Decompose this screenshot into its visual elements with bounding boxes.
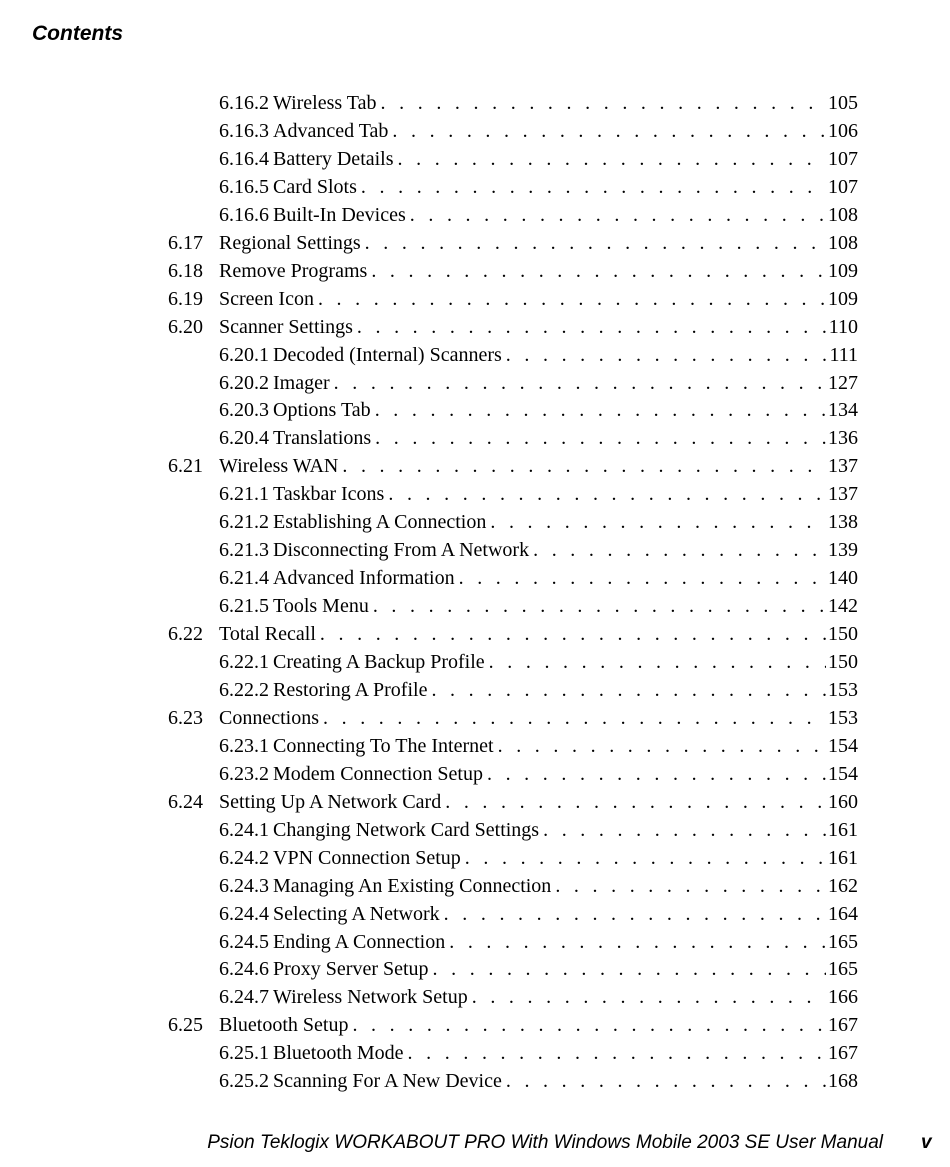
- toc-entry-page: 142: [828, 595, 858, 618]
- toc-dot-leader: [398, 145, 826, 173]
- toc-entry-page: 165: [828, 930, 858, 953]
- toc-entry-number: 6.21.3: [219, 539, 269, 562]
- toc-dot-leader: [555, 872, 826, 900]
- toc-entry-page: 164: [828, 902, 858, 925]
- toc-entry[interactable]: [219, 117, 858, 145]
- toc-entry-number: 6.16.4: [219, 147, 269, 170]
- toc-entry-number: 6.21.1: [219, 483, 269, 506]
- toc-entry-title: Imager: [273, 371, 330, 394]
- toc-entry-title: Modem Connection Setup: [273, 762, 483, 785]
- toc-entry-title: Scanner Settings: [219, 315, 353, 338]
- toc-entry-number: 6.17: [168, 231, 203, 254]
- toc-entry-number: 6.25.1: [219, 1042, 269, 1065]
- toc-entry-page: 139: [828, 539, 858, 562]
- toc-entry-number: 6.20: [168, 315, 203, 338]
- toc-entry[interactable]: [219, 536, 858, 564]
- toc-dot-leader: [433, 955, 826, 983]
- toc-entry-page: 165: [828, 958, 858, 981]
- toc-dot-leader: [318, 285, 826, 313]
- toc-entry-number: 6.16.5: [219, 175, 269, 198]
- toc-entry-page: 161: [828, 818, 858, 841]
- toc-entry-number: 6.19: [168, 287, 203, 310]
- toc-entry-number: 6.20.3: [219, 399, 269, 422]
- toc-entry[interactable]: [219, 480, 858, 508]
- toc-entry-title: Tools Menu: [273, 595, 369, 618]
- toc-entry-page: 107: [828, 147, 858, 170]
- toc-dot-leader: [320, 620, 826, 648]
- toc-dot-leader: [365, 229, 826, 257]
- toc-entry-number: 6.23.1: [219, 734, 269, 757]
- toc-entry-page: 110: [828, 315, 858, 338]
- toc-entry[interactable]: [219, 955, 858, 983]
- toc-entry-title: Managing An Existing Connection: [273, 874, 552, 897]
- toc-dot-leader: [388, 480, 826, 508]
- toc-entry[interactable]: [168, 257, 858, 285]
- toc-dot-leader: [361, 173, 826, 201]
- toc-dot-leader: [357, 313, 827, 341]
- toc-entry-number: 6.18: [168, 259, 203, 282]
- toc-entry-number: 6.21.2: [219, 511, 269, 534]
- toc-entry[interactable]: [168, 1011, 858, 1039]
- toc-entry[interactable]: [219, 173, 858, 201]
- toc-entry-title: Bluetooth Setup: [219, 1014, 349, 1037]
- toc-entry-title: Selecting A Network: [273, 902, 440, 925]
- toc-entry-page: 161: [828, 846, 858, 869]
- toc-dot-leader: [352, 1011, 826, 1039]
- toc-entry-title: Wireless Network Setup: [273, 986, 468, 1009]
- toc-entry-title: Connecting To The Internet: [273, 734, 494, 757]
- toc-entry-page: 108: [828, 231, 858, 254]
- toc-entry-number: 6.22.1: [219, 651, 269, 673]
- toc-entry-number: 6.23: [168, 706, 203, 729]
- toc-dot-leader: [334, 369, 826, 397]
- toc-entry-number: 6.24.5: [219, 930, 269, 953]
- toc-entry-title: Battery Details: [273, 147, 394, 170]
- footer-title: Psion Teklogix WORKABOUT PRO With Windows Mobile 2003 SE User Manual: [207, 1132, 883, 1153]
- toc-entry-number: 6.25.2: [219, 1070, 269, 1093]
- toc-entry-number: 6.20.1: [219, 343, 269, 366]
- toc-entry-number: 6.21.5: [219, 595, 269, 618]
- toc-dot-leader: [381, 89, 826, 117]
- toc-dot-leader: [371, 257, 826, 285]
- toc-entry[interactable]: [219, 732, 858, 760]
- toc-entry-number: 6.24.6: [219, 958, 269, 981]
- toc-dot-leader: [449, 928, 826, 956]
- toc-entry[interactable]: [219, 816, 858, 844]
- toc-entry-title: Options Tab: [273, 399, 371, 422]
- toc-entry-title: Advanced Tab: [273, 119, 389, 142]
- toc-entry[interactable]: [219, 369, 858, 397]
- toc-entry-title: Ending A Connection: [273, 930, 446, 953]
- toc-entry[interactable]: [219, 89, 858, 117]
- toc-entry-title: Advanced Information: [273, 567, 455, 590]
- toc-entry-title: Disconnecting From A Network: [273, 539, 530, 562]
- toc-entry-number: 6.16.6: [219, 203, 269, 226]
- toc-entry-page: 111: [829, 343, 858, 366]
- toc-dot-leader: [490, 508, 826, 536]
- toc-entry-page: 160: [828, 790, 858, 813]
- toc-entry-number: 6.24.2: [219, 846, 269, 869]
- toc-dot-leader: [459, 564, 826, 592]
- toc-entry-number: 6.23.2: [219, 762, 269, 785]
- toc-dot-leader: [373, 592, 826, 620]
- toc-dot-leader: [487, 760, 826, 788]
- toc-entry-title: Scanning For A New Device: [273, 1070, 502, 1093]
- toc-entry-title: Total Recall: [219, 623, 316, 646]
- toc-entry-page: 138: [828, 511, 858, 534]
- toc-entry-title: Restoring A Profile: [273, 678, 428, 701]
- toc-entry-page: 136: [828, 427, 858, 450]
- toc-entry-page: 154: [828, 762, 858, 785]
- toc-entry-page: 108: [828, 203, 858, 226]
- toc-dot-leader: [472, 983, 826, 1011]
- toc-entry-page: 140: [828, 567, 858, 590]
- toc-entry-page: 154: [828, 734, 858, 757]
- toc-entry[interactable]: [168, 285, 858, 313]
- toc-entry[interactable]: [168, 704, 858, 732]
- toc-entry-title: Regional Settings: [219, 231, 361, 254]
- toc-entry-title: Decoded (Internal) Scanners: [273, 343, 502, 366]
- toc-entry[interactable]: [219, 872, 858, 900]
- toc-dot-leader: [498, 732, 826, 760]
- toc-entry[interactable]: [219, 900, 858, 928]
- toc-entry-page: 127: [828, 371, 858, 394]
- toc-dot-leader: [465, 844, 826, 872]
- toc-entry-page: 162: [828, 874, 858, 897]
- toc-entry-page: 168: [828, 1070, 858, 1093]
- toc-entry-number: 6.24.3: [219, 874, 269, 897]
- toc-entry[interactable]: [219, 676, 858, 704]
- toc-entry-page: 166: [828, 986, 858, 1009]
- toc-dot-leader: [410, 201, 826, 229]
- toc-entry-title: Changing Network Card Settings: [273, 818, 540, 841]
- toc-entry-number: 6.16.3: [219, 119, 269, 142]
- toc-entry-page: 150: [828, 651, 858, 673]
- toc-entry-page: 137: [828, 483, 858, 506]
- toc-entry-number: 6.22.2: [219, 678, 269, 701]
- toc-entry-number: 6.20.4: [219, 427, 269, 450]
- toc-entry-title: Screen Icon: [219, 287, 314, 310]
- toc-entry-title: Translations: [273, 427, 372, 450]
- toc-entry-title: Wireless Tab: [273, 92, 377, 114]
- toc-entry-page: 106: [828, 119, 858, 142]
- toc-dot-leader: [342, 452, 826, 480]
- toc-dot-leader: [375, 396, 826, 424]
- toc-dot-leader: [543, 816, 826, 844]
- toc-entry-page: 137: [828, 455, 858, 478]
- toc-dot-leader: [489, 648, 826, 676]
- toc-entry-title: VPN Connection Setup: [273, 846, 461, 869]
- toc-entry-page: 153: [828, 706, 858, 729]
- footer-page-number: v: [921, 1132, 932, 1153]
- toc-entry[interactable]: [219, 983, 858, 1011]
- toc-entry-page: 167: [828, 1014, 858, 1037]
- toc-entry-title: Taskbar Icons: [273, 483, 385, 506]
- toc-entry-number: 6.16.2: [219, 92, 269, 114]
- toc-entry-number: 6.21: [168, 455, 203, 478]
- toc-entry-number: 6.24.4: [219, 902, 269, 925]
- toc-dot-leader: [431, 676, 826, 704]
- toc-entry[interactable]: [168, 229, 858, 257]
- toc-dot-leader: [375, 424, 826, 452]
- toc-entry-number: 6.22: [168, 623, 203, 646]
- toc-dot-leader: [506, 341, 828, 369]
- toc-entry[interactable]: [219, 564, 858, 592]
- toc-entry[interactable]: [219, 592, 858, 620]
- toc-entry[interactable]: [219, 844, 858, 872]
- toc-entry-number: 6.24: [168, 790, 203, 813]
- toc-entry[interactable]: [219, 1039, 858, 1067]
- toc-entry-page: 107: [828, 175, 858, 198]
- toc-dot-leader: [392, 117, 826, 145]
- toc-entry-page: 153: [828, 678, 858, 701]
- toc-entry-title: Creating A Backup Profile: [273, 651, 485, 673]
- toc-dot-leader: [445, 788, 826, 816]
- toc-entry-page: 105: [828, 92, 858, 114]
- toc-entry-page: 134: [828, 399, 858, 422]
- toc-entry[interactable]: [219, 201, 858, 229]
- toc-entry[interactable]: [219, 648, 858, 676]
- toc-entry-page: 109: [828, 259, 858, 282]
- toc-dot-leader: [506, 1067, 826, 1095]
- toc-entry-title: Wireless WAN: [219, 455, 339, 478]
- toc-entry[interactable]: [168, 313, 858, 341]
- toc-entry-page: 150: [828, 623, 858, 646]
- toc-entry-number: 6.21.4: [219, 567, 269, 590]
- toc-dot-leader: [444, 900, 826, 928]
- toc-entry-number: 6.24.1: [219, 818, 269, 841]
- toc-entry[interactable]: [219, 424, 858, 452]
- toc-entry-title: Remove Programs: [219, 259, 368, 282]
- page-header: Contents: [32, 22, 123, 45]
- toc-entry-title: Card Slots: [273, 175, 357, 198]
- toc-entry[interactable]: [219, 145, 858, 173]
- toc-entry[interactable]: [219, 341, 858, 369]
- toc-entry-title: Bluetooth Mode: [273, 1042, 404, 1065]
- toc-entry[interactable]: [168, 620, 858, 648]
- toc-entry-number: 6.25: [168, 1014, 203, 1037]
- toc-entry-title: Connections: [219, 706, 319, 729]
- toc-entry-title: Setting Up A Network Card: [219, 790, 442, 813]
- toc-entry[interactable]: [219, 508, 858, 536]
- toc-entry[interactable]: [219, 760, 858, 788]
- toc-dot-leader: [408, 1039, 826, 1067]
- toc-entry[interactable]: [168, 788, 858, 816]
- toc-entry-title: Proxy Server Setup: [273, 958, 429, 981]
- toc-entry-page: 167: [828, 1042, 858, 1065]
- toc-dot-leader: [323, 704, 826, 732]
- toc-entry-title: Built-In Devices: [273, 203, 406, 226]
- toc-entry-title: Establishing A Connection: [273, 511, 487, 534]
- toc-entry-page: 109: [828, 287, 858, 310]
- toc-entry[interactable]: [168, 452, 858, 480]
- toc-dot-leader: [533, 536, 826, 564]
- toc-entry-number: 6.24.7: [219, 986, 269, 1009]
- toc-entry[interactable]: [219, 928, 858, 956]
- toc-entry-number: 6.20.2: [219, 371, 269, 394]
- toc-entry[interactable]: [219, 396, 858, 424]
- toc-entry[interactable]: [219, 1067, 858, 1095]
